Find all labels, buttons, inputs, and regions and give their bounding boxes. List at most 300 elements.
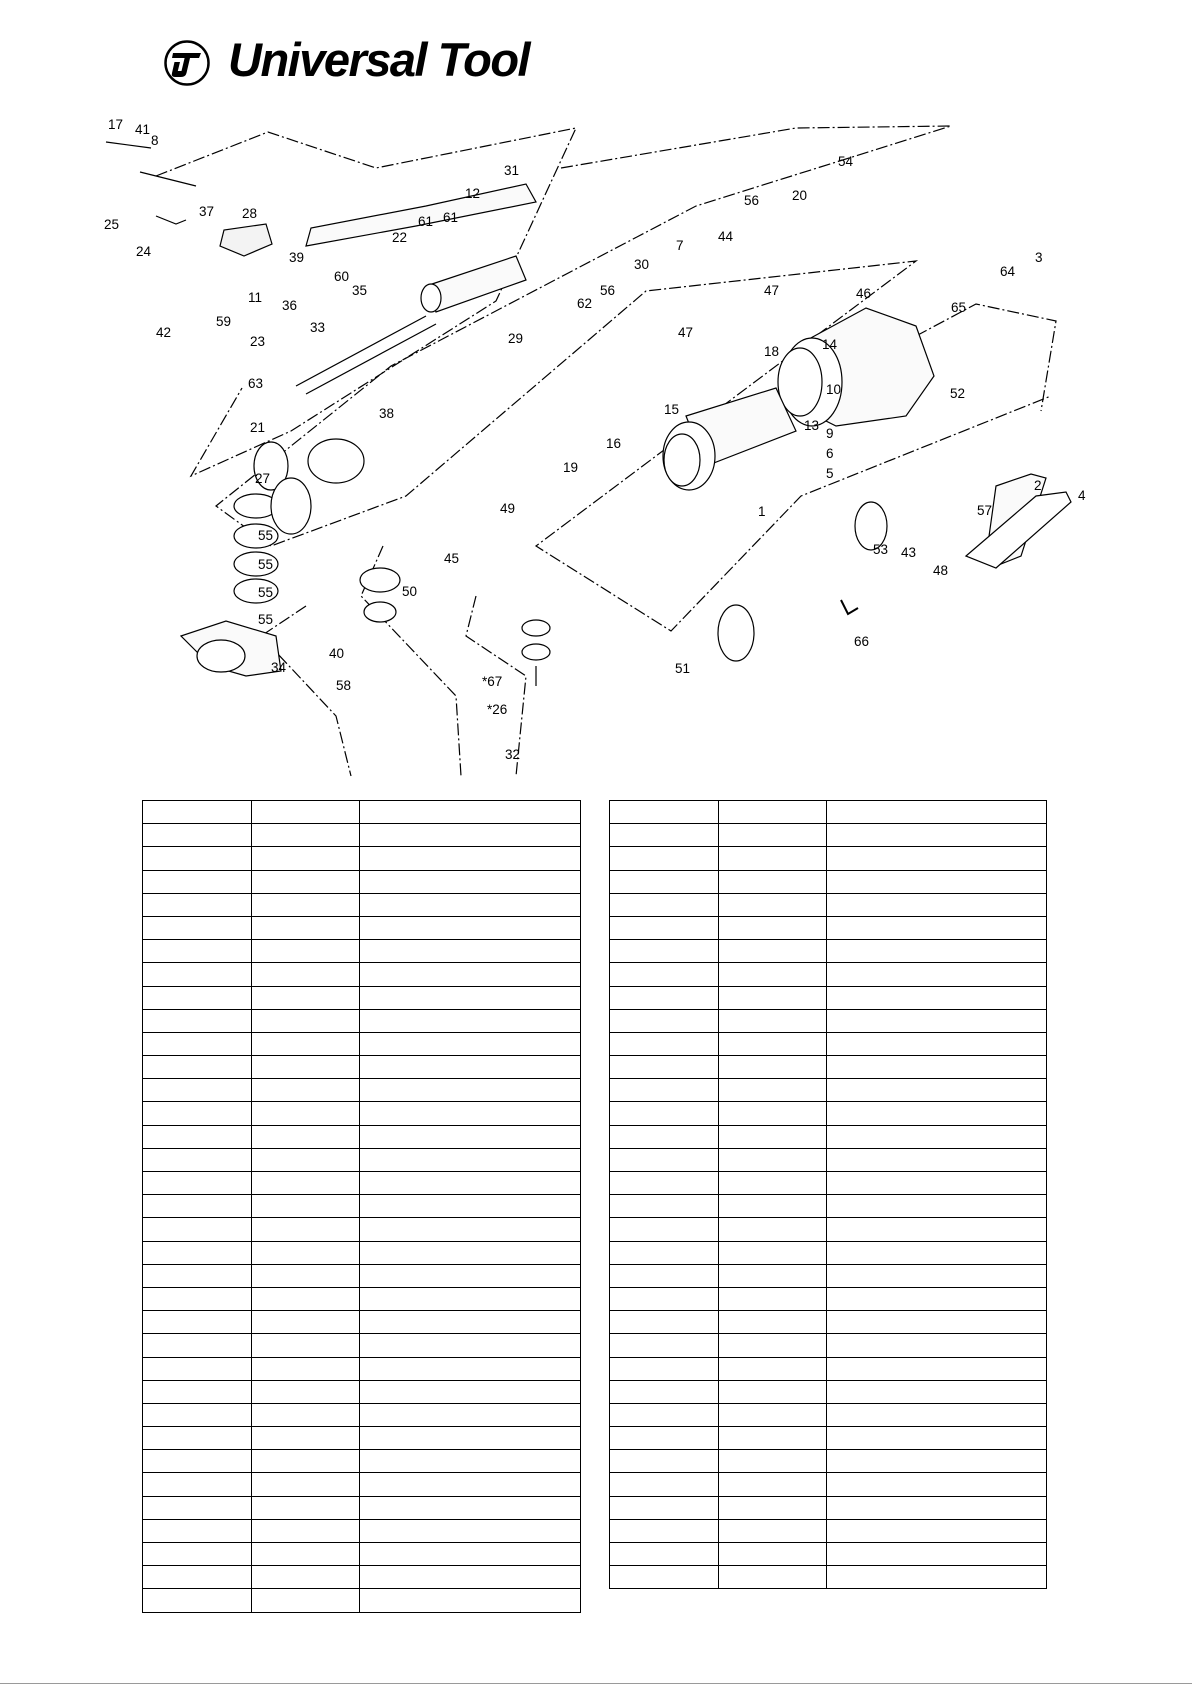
table-row xyxy=(610,1102,1047,1125)
table-cell xyxy=(827,1056,1047,1079)
table-cell xyxy=(360,916,581,939)
table-row xyxy=(143,1287,581,1310)
callout-1: 1 xyxy=(758,504,766,519)
table-cell xyxy=(827,916,1047,939)
table-cell xyxy=(143,1056,252,1079)
table-cell xyxy=(143,1032,252,1055)
parts-list-table-left xyxy=(142,800,581,1613)
callout-55: 55 xyxy=(258,557,274,572)
brand-name: Universal Tool xyxy=(228,33,530,86)
table-row xyxy=(610,801,1047,824)
table-cell xyxy=(143,824,252,847)
table-row xyxy=(143,1056,581,1079)
table-row xyxy=(143,1125,581,1148)
table-row xyxy=(610,1450,1047,1473)
table-cell xyxy=(610,1009,719,1032)
table-cell xyxy=(610,1241,719,1264)
table-cell xyxy=(252,940,360,963)
table-cell xyxy=(610,1543,719,1566)
table-cell xyxy=(252,1195,360,1218)
table-cell xyxy=(827,1218,1047,1241)
table-cell xyxy=(252,916,360,939)
table-cell xyxy=(827,870,1047,893)
table-cell xyxy=(360,1195,581,1218)
table-cell xyxy=(143,1311,252,1334)
table-cell xyxy=(360,1334,581,1357)
table-cell xyxy=(610,1496,719,1519)
table-cell xyxy=(610,801,719,824)
table-cell xyxy=(827,801,1047,824)
table-cell xyxy=(610,847,719,870)
callout-55: 55 xyxy=(258,612,274,627)
table-cell xyxy=(719,1427,827,1450)
callout-30: 30 xyxy=(634,257,650,272)
callout-34: 34 xyxy=(271,660,287,675)
table-cell xyxy=(827,986,1047,1009)
table-cell xyxy=(252,1056,360,1079)
table-cell xyxy=(143,1334,252,1357)
table-cell xyxy=(360,1056,581,1079)
table-cell xyxy=(360,1079,581,1102)
table-cell xyxy=(827,940,1047,963)
table-cell xyxy=(360,1357,581,1380)
table-cell xyxy=(360,870,581,893)
callout-62: 62 xyxy=(577,296,593,311)
table-cell xyxy=(610,1032,719,1055)
table-cell xyxy=(719,1450,827,1473)
callout-6: 6 xyxy=(826,446,834,461)
callout-66: 66 xyxy=(854,634,870,649)
table-cell xyxy=(719,1009,827,1032)
table-cell xyxy=(360,1102,581,1125)
table-cell xyxy=(827,1334,1047,1357)
table-cell xyxy=(143,1566,252,1589)
table-row xyxy=(610,1125,1047,1148)
table-cell xyxy=(143,847,252,870)
table-row xyxy=(143,1543,581,1566)
table-cell xyxy=(143,1195,252,1218)
callout-11: 11 xyxy=(248,290,263,305)
table-row xyxy=(143,1311,581,1334)
table-cell xyxy=(610,916,719,939)
table-cell xyxy=(610,1403,719,1426)
table-cell xyxy=(252,1009,360,1032)
table-cell xyxy=(827,1403,1047,1426)
table-cell xyxy=(719,1311,827,1334)
table-row xyxy=(610,824,1047,847)
table-row xyxy=(143,1172,581,1195)
callout-64: 64 xyxy=(1000,264,1016,279)
page-bottom-rule xyxy=(0,1683,1192,1684)
table-cell xyxy=(360,1427,581,1450)
table-row xyxy=(610,1287,1047,1310)
table-row xyxy=(143,986,581,1009)
table-cell xyxy=(827,1427,1047,1450)
table-cell xyxy=(719,1218,827,1241)
table-cell xyxy=(252,1427,360,1450)
callout-44: 44 xyxy=(718,229,734,244)
table-cell xyxy=(827,1125,1047,1148)
callout-15: 15 xyxy=(664,402,680,417)
table-cell xyxy=(827,1102,1047,1125)
callout-28: 28 xyxy=(242,206,258,221)
table-row xyxy=(610,1473,1047,1496)
table-row xyxy=(610,1357,1047,1380)
table-cell xyxy=(143,963,252,986)
table-cell xyxy=(252,1496,360,1519)
table-cell xyxy=(827,824,1047,847)
table-row xyxy=(143,1427,581,1450)
table-row xyxy=(143,1195,581,1218)
table-cell xyxy=(719,1032,827,1055)
table-cell xyxy=(143,1172,252,1195)
callout-9: 9 xyxy=(826,426,834,441)
callout-20: 20 xyxy=(792,188,808,203)
table-cell xyxy=(719,1334,827,1357)
table-cell xyxy=(610,963,719,986)
callout-57: 57 xyxy=(977,503,993,518)
callout-63: 63 xyxy=(248,376,264,391)
callout-42: 42 xyxy=(156,325,172,340)
table-row xyxy=(610,1264,1047,1287)
callout-31: 31 xyxy=(504,163,520,178)
table-cell xyxy=(143,1287,252,1310)
table-cell xyxy=(252,870,360,893)
callout-4: 4 xyxy=(1078,488,1086,503)
callout-10: 10 xyxy=(826,382,842,397)
table-cell xyxy=(252,1241,360,1264)
table-cell xyxy=(610,1380,719,1403)
callout-33: 33 xyxy=(310,320,326,335)
table-cell xyxy=(719,1241,827,1264)
table-cell xyxy=(360,1287,581,1310)
table-row xyxy=(143,801,581,824)
table-cell xyxy=(360,1172,581,1195)
table-cell xyxy=(827,1519,1047,1542)
table-cell xyxy=(719,1473,827,1496)
table-cell xyxy=(360,1519,581,1542)
table-cell xyxy=(827,1287,1047,1310)
table-row xyxy=(610,870,1047,893)
table-cell xyxy=(827,1009,1047,1032)
table-cell xyxy=(143,1589,252,1612)
callout-50: 50 xyxy=(402,584,418,599)
table-row xyxy=(143,1380,581,1403)
table-cell xyxy=(610,1334,719,1357)
callout-36: 36 xyxy=(282,298,298,313)
table-cell xyxy=(610,1427,719,1450)
callout-40: 40 xyxy=(329,646,345,661)
table-row xyxy=(610,1079,1047,1102)
table-cell xyxy=(827,1357,1047,1380)
table-row xyxy=(143,1357,581,1380)
table-cell xyxy=(360,824,581,847)
callout-54: 54 xyxy=(838,154,854,169)
table-cell xyxy=(360,1543,581,1566)
table-cell xyxy=(610,986,719,1009)
table-cell xyxy=(252,824,360,847)
callout-3: 3 xyxy=(1035,250,1043,265)
table-row xyxy=(610,1311,1047,1334)
table-cell xyxy=(827,1450,1047,1473)
table-cell xyxy=(252,1589,360,1612)
table-cell xyxy=(610,1056,719,1079)
table-row xyxy=(610,1403,1047,1426)
table-row xyxy=(610,1380,1047,1403)
callout-8: 8 xyxy=(151,133,159,148)
table-cell xyxy=(252,1287,360,1310)
table-row xyxy=(610,916,1047,939)
table-cell xyxy=(719,870,827,893)
table-cell xyxy=(143,893,252,916)
table-row xyxy=(610,1519,1047,1542)
table-cell xyxy=(719,1380,827,1403)
table-cell xyxy=(719,963,827,986)
callout-29: 29 xyxy=(508,331,524,346)
exploded-parts-diagram xyxy=(96,76,1096,781)
table-cell xyxy=(143,1473,252,1496)
table-cell xyxy=(610,1287,719,1310)
table-row xyxy=(610,1148,1047,1171)
table-cell xyxy=(252,893,360,916)
table-row xyxy=(610,1056,1047,1079)
table-row xyxy=(143,1102,581,1125)
table-row xyxy=(143,870,581,893)
table-cell xyxy=(252,1357,360,1380)
table-cell xyxy=(252,1311,360,1334)
table-cell xyxy=(143,1125,252,1148)
table-cell xyxy=(252,1543,360,1566)
callout-47: 47 xyxy=(678,325,694,340)
table-cell xyxy=(719,1102,827,1125)
table-row xyxy=(143,1519,581,1542)
table-cell xyxy=(827,1380,1047,1403)
table-cell xyxy=(252,1519,360,1542)
table-row xyxy=(610,963,1047,986)
table-cell xyxy=(143,1009,252,1032)
table-cell xyxy=(252,1172,360,1195)
exploded-view-svg xyxy=(96,76,1096,781)
table-cell xyxy=(360,1380,581,1403)
table-cell xyxy=(610,870,719,893)
table-cell xyxy=(719,1264,827,1287)
table-row xyxy=(143,1496,581,1519)
table-cell xyxy=(827,1032,1047,1055)
parts-list-table-right xyxy=(609,800,1047,1589)
table-cell xyxy=(827,1566,1047,1589)
callout-2: 2 xyxy=(1034,478,1042,493)
callout-47: 47 xyxy=(764,283,780,298)
callout-52: 52 xyxy=(950,386,966,401)
callout-48: 48 xyxy=(933,563,949,578)
table-cell xyxy=(252,1473,360,1496)
table-cell xyxy=(360,986,581,1009)
table-cell xyxy=(719,1519,827,1542)
table-row xyxy=(610,893,1047,916)
callout-37: 37 xyxy=(199,204,215,219)
callout-22: 22 xyxy=(392,230,408,245)
table-cell xyxy=(252,1264,360,1287)
table-cell xyxy=(143,801,252,824)
table-cell xyxy=(719,986,827,1009)
callout-59: 59 xyxy=(216,314,232,329)
callout-55: 55 xyxy=(258,585,274,600)
table-cell xyxy=(360,1241,581,1264)
table-row xyxy=(143,893,581,916)
table-cell xyxy=(360,1589,581,1612)
callout-14: 14 xyxy=(822,337,838,352)
table-cell xyxy=(252,1102,360,1125)
callout-41: 41 xyxy=(135,122,151,137)
table-cell xyxy=(719,916,827,939)
callout-61: 61 xyxy=(443,210,459,225)
table-cell xyxy=(360,1496,581,1519)
table-cell xyxy=(827,1496,1047,1519)
table-row xyxy=(610,1009,1047,1032)
table-cell xyxy=(610,824,719,847)
table-cell xyxy=(719,847,827,870)
table-cell xyxy=(719,1403,827,1426)
table-cell xyxy=(252,1334,360,1357)
table-cell xyxy=(143,1241,252,1264)
table-cell xyxy=(610,1357,719,1380)
table-cell xyxy=(252,1403,360,1426)
table-cell xyxy=(610,1311,719,1334)
table-row xyxy=(143,1218,581,1241)
callout-58: 58 xyxy=(336,678,352,693)
table-cell xyxy=(827,1264,1047,1287)
table-cell xyxy=(252,1566,360,1589)
table-row xyxy=(143,963,581,986)
table-cell xyxy=(719,1125,827,1148)
callout-13: 13 xyxy=(804,418,820,433)
table-cell xyxy=(610,1519,719,1542)
table-cell xyxy=(252,1125,360,1148)
table-cell xyxy=(360,893,581,916)
callout-46: 46 xyxy=(856,286,872,301)
callout-27: 27 xyxy=(255,471,271,486)
table-cell xyxy=(719,1056,827,1079)
callout-43: 43 xyxy=(901,545,917,560)
table-row xyxy=(143,1473,581,1496)
table-row xyxy=(610,847,1047,870)
callout-38: 38 xyxy=(379,406,395,421)
table-cell xyxy=(610,1473,719,1496)
table-row xyxy=(143,1148,581,1171)
table-cell xyxy=(252,986,360,1009)
table-cell xyxy=(610,1450,719,1473)
table-cell xyxy=(719,1357,827,1380)
callout-56: 56 xyxy=(600,283,616,298)
table-row xyxy=(610,1195,1047,1218)
table-cell xyxy=(143,1496,252,1519)
table-cell xyxy=(252,1079,360,1102)
table-cell xyxy=(360,1032,581,1055)
table-cell xyxy=(827,1543,1047,1566)
table-cell xyxy=(143,1543,252,1566)
table-cell xyxy=(143,940,252,963)
table-cell xyxy=(610,893,719,916)
table-cell xyxy=(610,1148,719,1171)
table-cell xyxy=(143,1427,252,1450)
table-cell xyxy=(827,847,1047,870)
callout-star-26: *26 xyxy=(487,702,508,717)
table-cell xyxy=(360,1218,581,1241)
table-row xyxy=(143,1241,581,1264)
callout-24: 24 xyxy=(136,244,152,259)
table-row xyxy=(610,986,1047,1009)
table-row xyxy=(143,1032,581,1055)
callout-35: 35 xyxy=(352,283,368,298)
table-cell xyxy=(719,940,827,963)
table-cell xyxy=(719,1195,827,1218)
table-cell xyxy=(610,1566,719,1589)
table-cell xyxy=(143,870,252,893)
table-cell xyxy=(610,1195,719,1218)
table-cell xyxy=(360,940,581,963)
table-cell xyxy=(143,1450,252,1473)
callout-17: 17 xyxy=(108,117,124,132)
table-cell xyxy=(610,1125,719,1148)
table-cell xyxy=(827,1311,1047,1334)
table-cell xyxy=(719,1079,827,1102)
table-cell xyxy=(252,1218,360,1241)
table-cell xyxy=(827,1473,1047,1496)
table-cell xyxy=(610,1172,719,1195)
table-row xyxy=(610,1218,1047,1241)
table-cell xyxy=(719,801,827,824)
callout-16: 16 xyxy=(606,436,622,451)
table-row xyxy=(610,1566,1047,1589)
table-row xyxy=(143,1450,581,1473)
callout-25: 25 xyxy=(104,217,120,232)
table-cell xyxy=(827,963,1047,986)
table-cell xyxy=(143,1403,252,1426)
callout-19: 19 xyxy=(563,460,579,475)
table-cell xyxy=(143,1519,252,1542)
table-cell xyxy=(143,1148,252,1171)
callout-60: 60 xyxy=(334,269,350,284)
table-cell xyxy=(252,1450,360,1473)
table-row xyxy=(143,1009,581,1032)
table-cell xyxy=(360,801,581,824)
table-cell xyxy=(719,893,827,916)
table-row xyxy=(143,824,581,847)
table-cell xyxy=(360,847,581,870)
table-row xyxy=(143,940,581,963)
table-cell xyxy=(143,1102,252,1125)
callout-7: 7 xyxy=(676,238,684,253)
table-cell xyxy=(360,963,581,986)
callout-61: 61 xyxy=(418,214,434,229)
table-row xyxy=(143,1566,581,1589)
table-cell xyxy=(719,1148,827,1171)
table-row xyxy=(143,1403,581,1426)
table-cell xyxy=(143,1218,252,1241)
callout-45: 45 xyxy=(444,551,460,566)
table-row xyxy=(143,916,581,939)
table-cell xyxy=(252,847,360,870)
table-cell xyxy=(252,963,360,986)
table-cell xyxy=(360,1148,581,1171)
table-cell xyxy=(719,1543,827,1566)
table-cell xyxy=(827,893,1047,916)
callout-39: 39 xyxy=(289,250,305,265)
table-cell xyxy=(719,1496,827,1519)
table-cell xyxy=(143,1380,252,1403)
table-row xyxy=(143,1079,581,1102)
table-row xyxy=(610,940,1047,963)
